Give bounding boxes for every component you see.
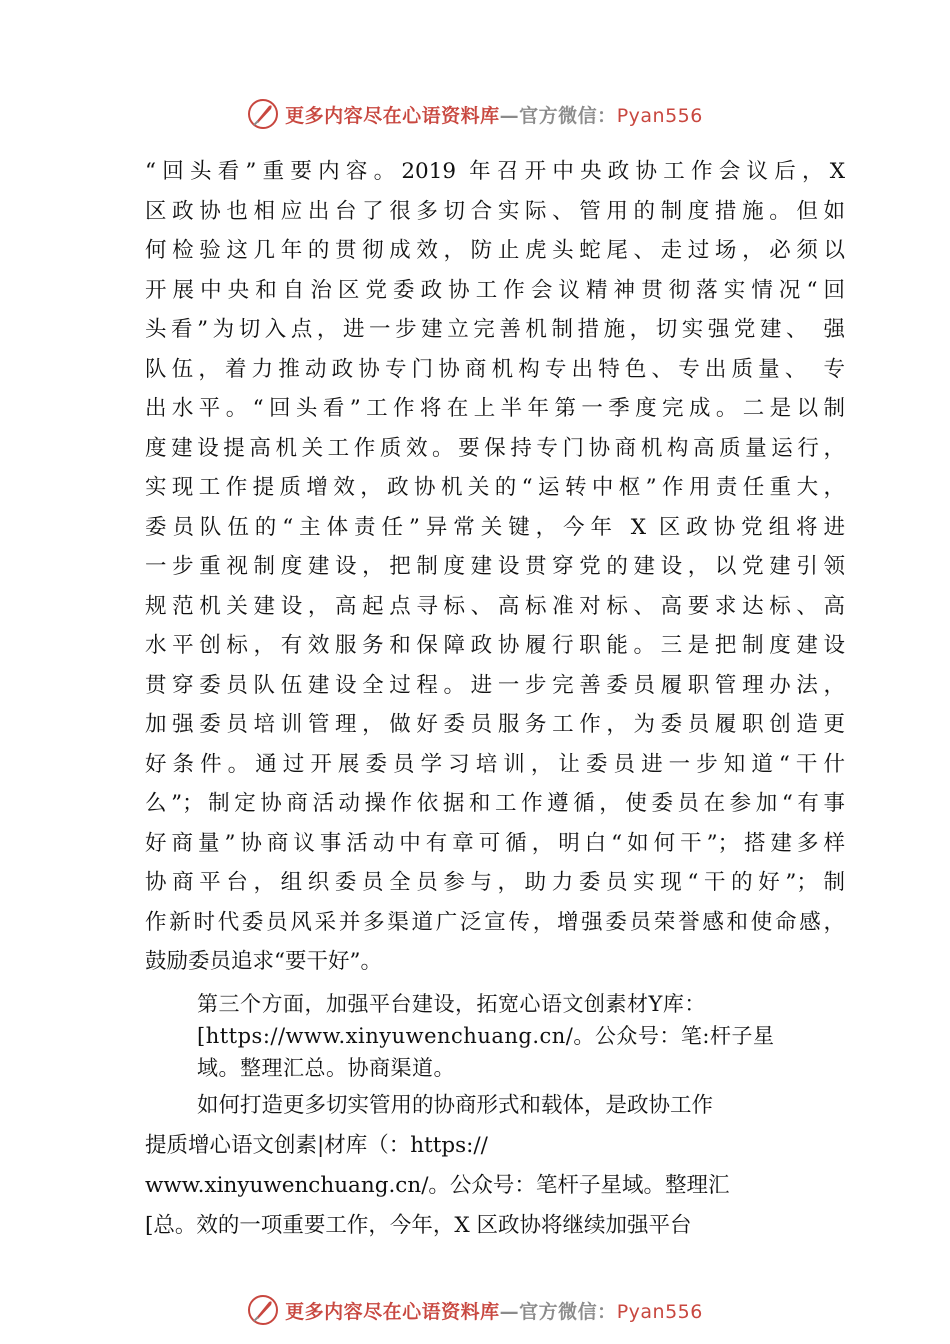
- text-line: 么”；制定协商活动操作依据和工作遵循，使委员在参加“有事: [145, 791, 845, 816]
- paragraph: [145, 1086, 845, 1246]
- text-line: 一步重视制度建设，把制度建设贯穿党的建设，以党建引领: [145, 554, 845, 579]
- text-line: 提质增心语文创素|材库（：https://: [145, 1133, 488, 1158]
- text-line: “回头看”重要内容。2019 年召开中央政协工作会议后，X: [145, 159, 845, 184]
- text-line: 鼓励委员追求“要干好”。: [145, 949, 382, 974]
- text-line: www.xinyuwenchuang.cn/。公众号：笔杆子星域。整理汇: [145, 1173, 730, 1198]
- text-line: 队伍，着力推动政协专门协商机构专出特色、专出质量、 专: [145, 356, 845, 382]
- text-line: 域。整理汇总。协商渠道。: [197, 1056, 455, 1080]
- text-line: 如何打造更多切实管用的协商形式和载体，是政协工作: [197, 1093, 714, 1118]
- body-text: [145, 152, 845, 982]
- text-line: 加强委员培训管理，做好委员服务工作，为委员履职创造更: [145, 712, 845, 737]
- text-line: 委员队伍的“主体责任”异常关键，今年 X 区政协党组将进: [145, 514, 845, 540]
- footer-watermark: [0, 1290, 950, 1330]
- text-line: 协商平台，组织委员全员参与，助力委员实现“干的好”；制: [145, 870, 845, 895]
- watermark-brand: 更多内容尽在心语资料库: [285, 104, 500, 127]
- text-line: 好条件。通过开展委员学习培训，让委员进一步知道“干什: [145, 751, 845, 777]
- text-line: 作新时代委员风采并多渠道广泛宣传，增强委员荣誉感和使命感，: [145, 909, 845, 935]
- text-line: 出水平。“回头看”工作将在上半年第一季度完成。二是以制: [145, 396, 845, 421]
- text-line: [https://www.xinyuwenchuang.cn/。公众号：笔:杆子星: [197, 1024, 775, 1048]
- feather-pen-logo-icon: [247, 1294, 279, 1326]
- section-heading: [197, 988, 857, 1084]
- watermark-label: 官方微信：: [519, 104, 617, 127]
- text-line: 头看”为切入点，进一步建立完善机制措施，切实强党建、 强: [145, 317, 845, 342]
- watermark-account: Pyan556: [616, 104, 703, 127]
- text-line: 贯穿委员队伍建设全过程。进一步完善委员履职管理办法，: [145, 672, 845, 698]
- text-line: 度建设提高机关工作质效。要保持专门协商机构高质量运行，: [145, 435, 845, 461]
- text-line: 水平创标，有效服务和保障政协履行职能。三是把制度建设: [145, 633, 845, 658]
- watermark-account: Pyan556: [616, 1300, 703, 1323]
- text-line: 实现工作提质增效，政协机关的“运转中枢”作用责任重大，: [145, 475, 845, 500]
- text-line: 第三个方面，加强平台建设，拓宽心语文创素材Y库：: [197, 992, 706, 1016]
- watermark-brand: 更多内容尽在心语资料库: [285, 1300, 500, 1323]
- text-line: 好商量”协商议事活动中有章可循，明白“如何干”；搭建多样: [145, 830, 845, 856]
- text-line: 规范机关建设，高起点寻标、高标准对标、高要求达标、高: [145, 593, 845, 619]
- text-line: 开展中央和自治区党委政协工作会议精神贯彻落实情况“回: [145, 277, 845, 303]
- feather-pen-logo-icon: [247, 98, 279, 130]
- watermark-dash: —: [499, 104, 520, 127]
- header-watermark: [0, 94, 950, 134]
- text-line: 区政协也相应出台了很多切合实际、管用的制度措施。但如: [145, 198, 845, 224]
- text-line: [总。效的一项重要工作，今年，X 区政协将继续加强平台: [145, 1213, 692, 1238]
- text-line: 何检验这几年的贯彻成效，防止虎头蛇尾、走过场，必须以: [145, 238, 845, 263]
- watermark-label: 官方微信：: [519, 1300, 617, 1323]
- watermark-dash: —: [499, 1300, 520, 1323]
